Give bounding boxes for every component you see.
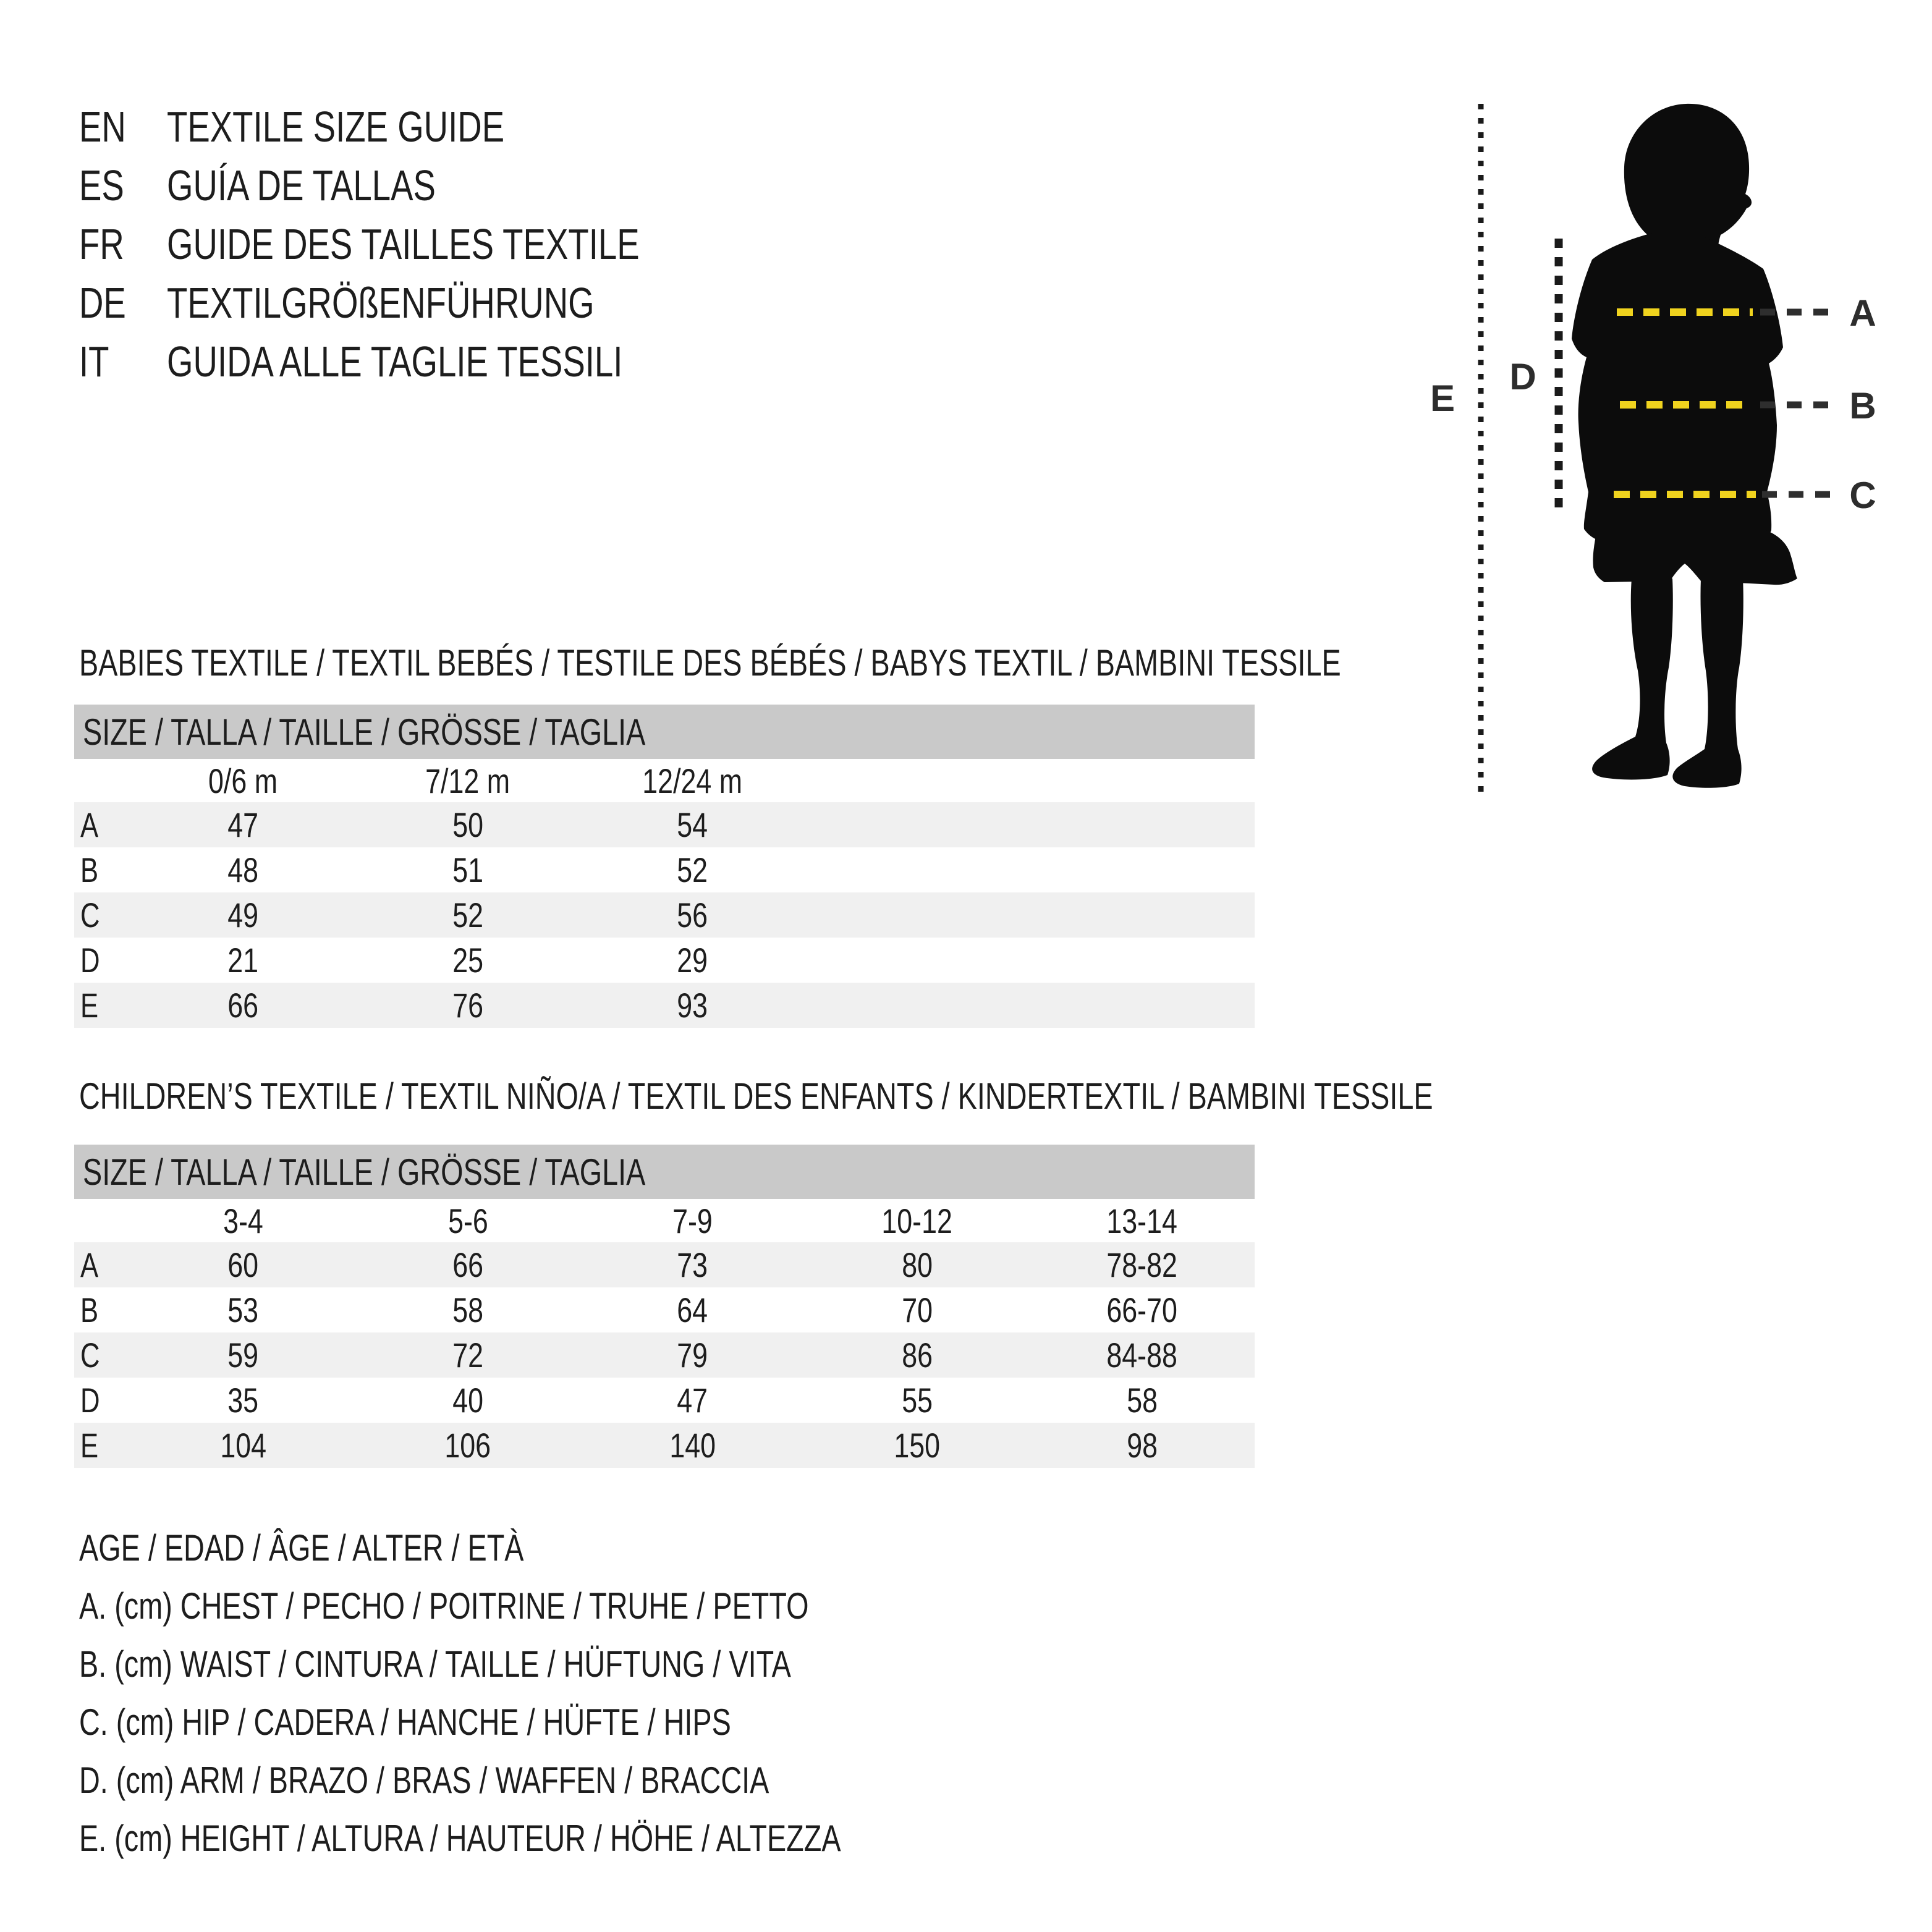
cell-value: 50 — [452, 805, 483, 844]
babies-section-title: BABIES TEXTILE / TEXTIL BEBÉS / TESTILE DES BÉBÉS / BABYS TEXTIL / BAMBINI TESSILE — [79, 642, 1341, 684]
row-label: A — [80, 805, 99, 844]
babies-column-header-row — [74, 759, 1255, 802]
legend-age: AGE / EDAD / ÂGE / ALTER / ETÀ — [79, 1527, 524, 1569]
children-row-d — [74, 1378, 1255, 1423]
children-row-a — [74, 1242, 1255, 1287]
cell-value: 53 — [227, 1290, 259, 1329]
children-col-13-14: 13-14 — [1106, 1201, 1178, 1240]
cell-value: 84-88 — [1106, 1336, 1178, 1375]
figure-label-c: C — [1849, 475, 1876, 516]
babies-size-header-bar: SIZE / TALLA / TAILLE / GRÖSSE / TAGLIA — [74, 705, 1255, 759]
babies-row-e — [74, 983, 1255, 1028]
cell-value: 86 — [902, 1336, 933, 1375]
cell-value: 104 — [220, 1426, 266, 1465]
cell-value: 76 — [452, 986, 483, 1025]
figure-label-b: B — [1849, 385, 1876, 426]
row-label: D — [80, 941, 100, 980]
cell-value: 70 — [902, 1290, 933, 1329]
children-row-c — [74, 1332, 1255, 1378]
children-col-7-9: 7-9 — [672, 1201, 713, 1240]
cell-value: 60 — [227, 1245, 259, 1284]
cell-value: 150 — [894, 1426, 941, 1465]
row-label: E — [80, 1426, 99, 1465]
cell-value: 93 — [677, 986, 708, 1025]
cell-value: 48 — [227, 850, 259, 889]
cell-value: 66 — [452, 1245, 483, 1284]
lang-row-it — [79, 333, 773, 391]
babies-row-d — [74, 938, 1255, 983]
lang-code-de: DE — [79, 279, 126, 327]
cell-value: 51 — [452, 850, 483, 889]
legend-hip: C. (cm) HIP / CADERA / HANCHE / HÜFTE / HIPS — [79, 1701, 731, 1743]
children-row-b — [74, 1287, 1255, 1332]
row-label: B — [80, 1290, 99, 1329]
row-label: C — [80, 1336, 100, 1375]
legend-chest: A. (cm) CHEST / PECHO / POITRINE / TRUHE / PETTO — [79, 1585, 809, 1627]
cell-value: 98 — [1127, 1426, 1158, 1465]
lang-code-es: ES — [79, 161, 124, 210]
title-fr: GUIDE DES TAILLES TEXTILE — [167, 220, 640, 268]
babies-col-12-24m: 12/24 m — [642, 761, 743, 800]
cell-value: 140 — [669, 1426, 716, 1465]
cell-value: 73 — [677, 1245, 708, 1284]
children-col-10-12: 10-12 — [881, 1201, 953, 1240]
children-size-table — [74, 1199, 1255, 1468]
row-label: B — [80, 850, 99, 889]
cell-value: 35 — [227, 1381, 259, 1420]
silhouette-shorts — [1593, 529, 1797, 585]
babies-size-table — [74, 759, 1255, 1028]
babies-row-a — [74, 802, 1255, 847]
row-label: A — [80, 1245, 99, 1284]
legend-height: E. (cm) HEIGHT / ALTURA / HAUTEUR / HÖHE / ALTEZZA — [79, 1818, 841, 1859]
babies-row-c — [74, 892, 1255, 938]
lang-code-fr: FR — [79, 220, 124, 268]
lang-code-en: EN — [79, 103, 126, 151]
lang-row-de — [79, 274, 773, 333]
language-title-list — [79, 98, 773, 391]
babies-row-b — [74, 847, 1255, 892]
babies-col-7-12m: 7/12 m — [425, 761, 511, 800]
cell-value: 25 — [452, 941, 483, 980]
row-label: C — [80, 896, 100, 934]
title-it: GUIDA ALLE TAGLIE TESSILI — [167, 337, 623, 386]
children-size-header-bar: SIZE / TALLA / TAILLE / GRÖSSE / TAGLIA — [74, 1145, 1255, 1199]
child-silhouette-figure — [1382, 80, 1932, 803]
title-de: TEXTILGRÖßENFÜHRUNG — [167, 279, 595, 327]
cell-value: 21 — [227, 941, 259, 980]
cell-value: 52 — [677, 850, 708, 889]
cell-value: 56 — [677, 896, 708, 934]
legend-waist: B. (cm) WAIST / CINTURA / TAILLE / HÜFTUNG / VITA — [79, 1643, 791, 1685]
title-en: TEXTILE SIZE GUIDE — [167, 103, 505, 151]
cell-value: 59 — [227, 1336, 259, 1375]
lang-row-en — [79, 98, 773, 156]
lang-row-es — [79, 156, 773, 215]
cell-value: 47 — [677, 1381, 708, 1420]
children-section-title: CHILDREN’S TEXTILE / TEXTIL NIÑO/A / TEXTIL DES ENFANTS / KINDERTEXTIL / BAMBINI TESSILE — [79, 1075, 1433, 1117]
lang-row-fr — [79, 215, 773, 274]
silhouette-head — [1624, 104, 1752, 250]
cell-value: 58 — [452, 1290, 483, 1329]
cell-value: 106 — [444, 1426, 491, 1465]
cell-value: 49 — [227, 896, 259, 934]
row-label: D — [80, 1381, 100, 1420]
cell-value: 64 — [677, 1290, 708, 1329]
cell-value: 54 — [677, 805, 708, 844]
measurement-legend — [79, 1519, 1056, 1868]
cell-value: 47 — [227, 805, 259, 844]
title-es: GUÍA DE TALLAS — [167, 161, 436, 210]
cell-value: 55 — [902, 1381, 933, 1420]
lang-code-it: IT — [79, 337, 109, 386]
cell-value: 66-70 — [1106, 1290, 1178, 1329]
children-col-5-6: 5-6 — [447, 1201, 488, 1240]
child-silhouette — [1572, 104, 1797, 788]
children-row-e — [74, 1423, 1255, 1468]
row-label: E — [80, 986, 99, 1025]
cell-value: 66 — [227, 986, 259, 1025]
cell-value: 52 — [452, 896, 483, 934]
figure-label-e: E — [1430, 378, 1455, 419]
figure-label-a: A — [1849, 292, 1876, 334]
cell-value: 72 — [452, 1336, 483, 1375]
cell-value: 78-82 — [1106, 1245, 1178, 1284]
babies-col-0-6m: 0/6 m — [208, 761, 278, 800]
legend-arm: D. (cm) ARM / BRAZO / BRAS / WAFFEN / BRACCIA — [79, 1760, 769, 1801]
cell-value: 79 — [677, 1336, 708, 1375]
cell-value: 29 — [677, 941, 708, 980]
children-col-3-4: 3-4 — [223, 1201, 263, 1240]
cell-value: 58 — [1127, 1381, 1158, 1420]
children-column-header-row — [74, 1199, 1255, 1242]
cell-value: 80 — [902, 1245, 933, 1284]
cell-value: 40 — [452, 1381, 483, 1420]
figure-label-d: D — [1509, 356, 1536, 397]
